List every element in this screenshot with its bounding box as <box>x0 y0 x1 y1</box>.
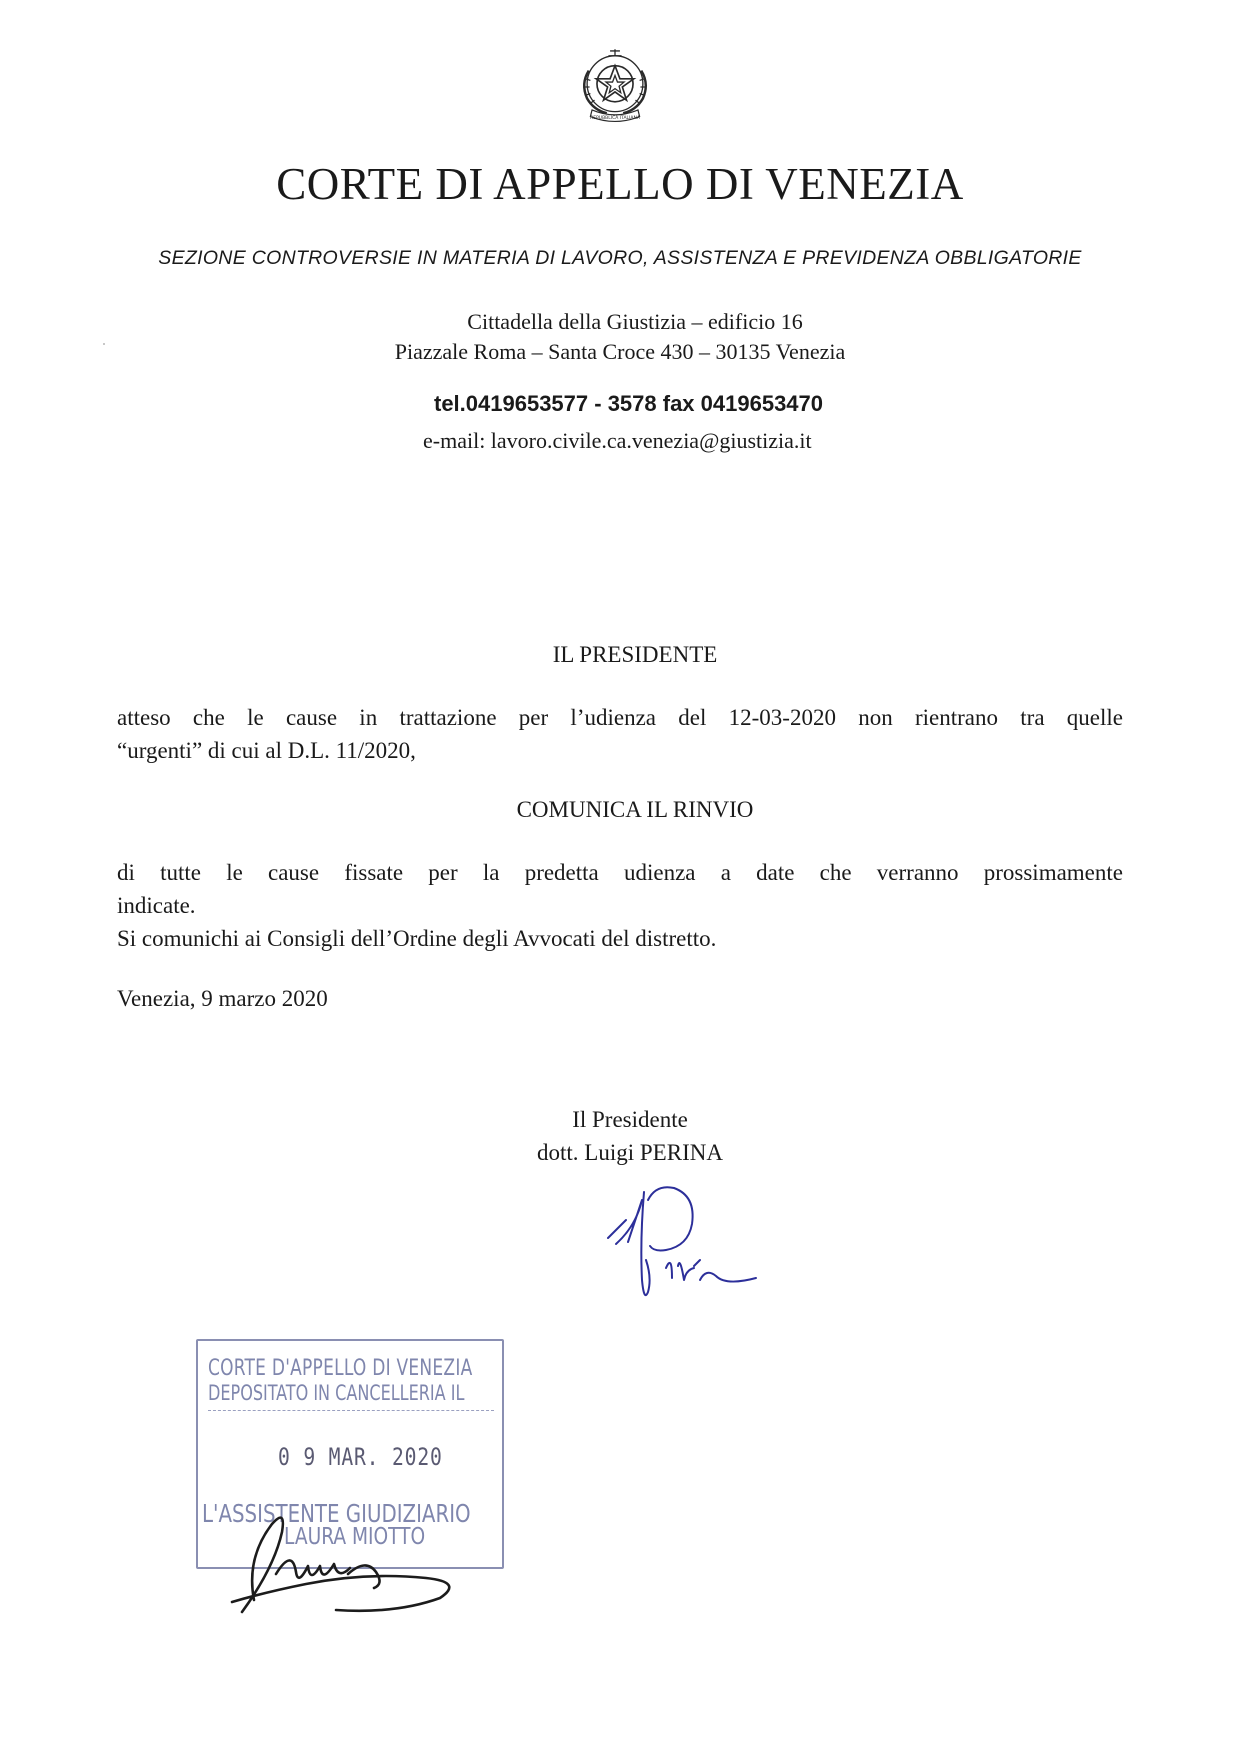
paragraph-line: di tutte le cause fissate per la predetta udienza a date che verranno prossimamente <box>117 860 1123 885</box>
president-heading: IL PRESIDENTE <box>552 642 718 667</box>
email-address: e-mail: lavoro.civile.ca.venezia@giustizia.it <box>423 428 812 453</box>
paragraph-decision <box>117 856 1123 922</box>
clerk-signature <box>226 1488 496 1618</box>
paragraph-notice <box>117 922 1123 955</box>
signatory-name: dott. Luigi PERINA <box>537 1140 723 1165</box>
signatory-title: Il Presidente <box>572 1107 688 1132</box>
address-line-1: Cittadella della Giustizia – edificio 16 <box>467 309 803 334</box>
emblem-caption: REPUBBLICA ITALIANA <box>590 115 640 121</box>
stamp-divider <box>208 1410 494 1411</box>
address-line-2: Piazzale Roma – Santa Croce 430 – 30135 Venezia <box>394 339 846 364</box>
paragraph-line: Si comunichi ai Consigli dell’Ordine degli Avvocati del distretto. <box>117 926 717 951</box>
president-signature <box>596 1180 786 1330</box>
stamp-clerk-name: LAURA MIOTTO <box>284 1524 426 1550</box>
signature-block <box>480 1103 780 1169</box>
italian-republic-emblem-icon <box>574 46 656 128</box>
stamp-filed-label: DEPOSITATO IN CANCELLERIA IL <box>208 1381 465 1405</box>
court-name: CORTE DI APPELLO DI VENEZIA <box>276 159 964 209</box>
paragraph-premise <box>117 701 1123 767</box>
stamp-court: CORTE D'APPELLO DI VENEZIA <box>208 1356 473 1381</box>
section-subtitle: SEZIONE CONTROVERSIE IN MATERIA DI LAVORO, ASSISTENZA E PREVIDENZA OBBLIGATORIE <box>158 247 1082 269</box>
paragraph-line: atteso che le cause in trattazione per l’udienza del 12-03-2020 non rientrano tra quelle <box>117 705 1123 730</box>
stamp-clerk-title: L'ASSISTENTE GIUDIZIARIO <box>202 1499 471 1528</box>
phone-fax: tel.0419653577 - 3578 fax 0419653470 <box>434 391 824 416</box>
paragraph-line: “urgenti” di cui al D.L. 11/2020, <box>117 738 416 763</box>
stamp-date: 0 9 MAR. 2020 <box>278 1443 443 1471</box>
decision-heading: COMUNICA IL RINVIO <box>516 797 754 822</box>
place-date: Venezia, 9 marzo 2020 <box>117 986 328 1011</box>
paragraph-line: indicate. <box>117 893 196 918</box>
